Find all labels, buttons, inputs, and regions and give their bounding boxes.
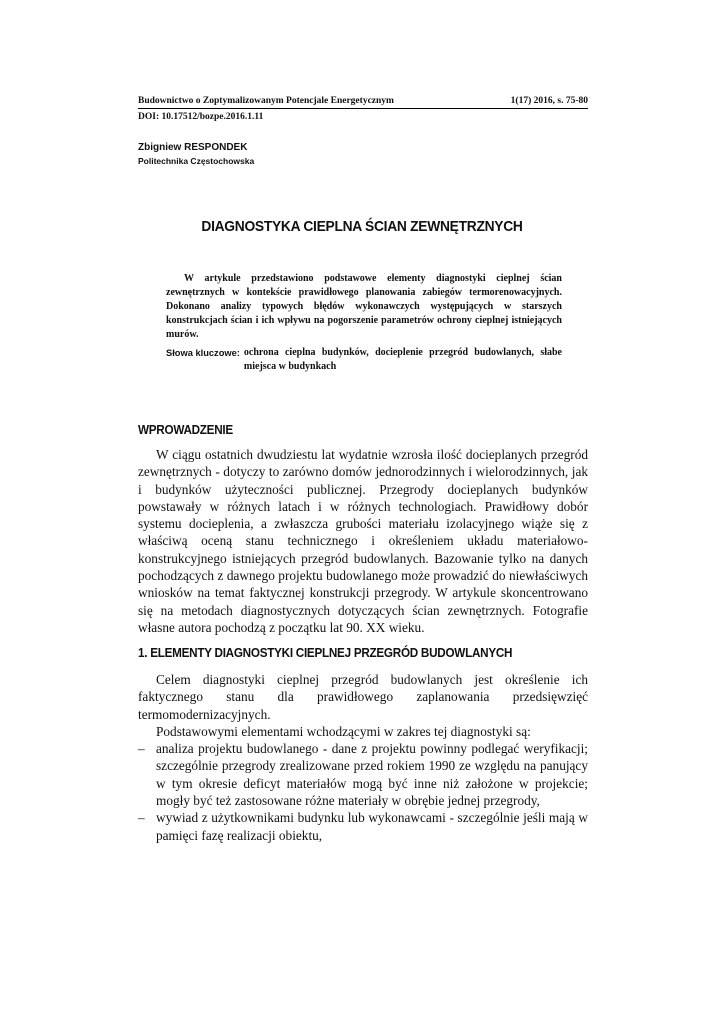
intro-heading: WPROWADZENIE: [138, 422, 233, 437]
section1-paragraph-1: Celem diagnostyki cieplnej przegród budowlanych jest określenie ich faktycznego stanu dla prawidłowego zaplanowania przedsięwzięć termomodernizacyjnych.: [138, 672, 588, 722]
list-item: [138, 809, 588, 844]
author-affiliation: Politechnika Częstochowska: [138, 156, 255, 166]
author-name: Zbigniew RESPONDEK: [138, 142, 248, 153]
diagnostics-list: [138, 740, 588, 844]
issue-pages: 1(17) 2016, s. 75-80: [510, 96, 588, 106]
section1-body: [138, 671, 588, 844]
header-row: [138, 95, 588, 109]
list-dash: –: [138, 741, 145, 757]
keywords-text: ochrona cieplna budynków, docieplenie przegród budowlanych, słabe miejsca w budynkach: [243, 347, 562, 372]
journal-name: Budownictwo o Zoptymalizowanym Potencjale Energetycznym: [138, 96, 394, 106]
keywords: [166, 346, 562, 374]
list-dash: –: [138, 810, 145, 826]
list-item-text: analiza projektu budowlanego - dane z projektu powinny podlegać weryfikacji; szczególnie przegrody zrealizowane przed rokiem 1990 ze względu na panujący w tym okresie deficyt materiałów mogą być inne niż założone w projekcie; mogły być też zastosowane różne materiały w obrębie jednej przegrody,: [156, 741, 588, 809]
section1-paragraph-2: Podstawowymi elementami wchodzącymi w zakres tej diagnostyki są:: [156, 723, 531, 739]
intro-paragraph: W ciągu ostatnich dwudziestu lat wydatnie wzrosła ilość docieplanych przegród zewnętrznych - dotyczy to zarówno domów jednorodzinnych i wielorodzinnych, jak i budynków użyteczności publicznej. Przegrody docieplanych budynków powstawały w różnych latach i w różnych technologiach. Prawidłowy dobór systemu docieplenia, a zwłaszcza grubości materiału izolacyjnego wiąże się z właściwą oceną stanu technicznego i określeniem układu materiałowo-konstrukcyjnego istniejących przegród budowlanych. Bazowanie tylko na danych pochodzących z dawnego projektu budowlanego może prowadzić do niewłaściwych wniosków na temat faktycznej konstrukcji przegrody. W artykule skoncentrowano się na metodach diagnostycznych dotyczących ścian zewnętrznych. Fotografie własne autora pochodzą z początku lat 90. XX wieku.: [138, 447, 588, 635]
intro-section: [138, 446, 588, 636]
list-item: [138, 740, 588, 809]
doi: DOI: 10.17512/bozpe.2016.1.11: [138, 112, 264, 122]
running-header: [138, 95, 588, 123]
paper-title: DIAGNOSTYKA CIEPLNA ŚCIAN ZEWNĘTRZNYCH: [201, 218, 523, 235]
abstract-text: W artykule przedstawiono podstawowe elementy diagnostyki cieplnej ścian zewnętrznych w kontekście prawidłowego planowania zabiegów termorenowacyjnych. Dokonano analizy typowych błędów wykonawczych występujących w starszych konstrukcjach ścian i ich wpływu na pogorszenie parametrów ochrony cieplnej istniejących murów.: [166, 273, 562, 340]
keywords-label: Słowa kluczowe:: [166, 348, 240, 358]
abstract: [166, 272, 562, 342]
section1-heading: 1. ELEMENTY DIAGNOSTYKI CIEPLNEJ PRZEGRÓD BUDOWLANYCH: [138, 645, 513, 660]
list-item-text: wywiad z użytkownikami budynku lub wykonawcami - szczególnie jeśli mają w pamięci fazę realizacji obiektu,: [156, 810, 588, 843]
